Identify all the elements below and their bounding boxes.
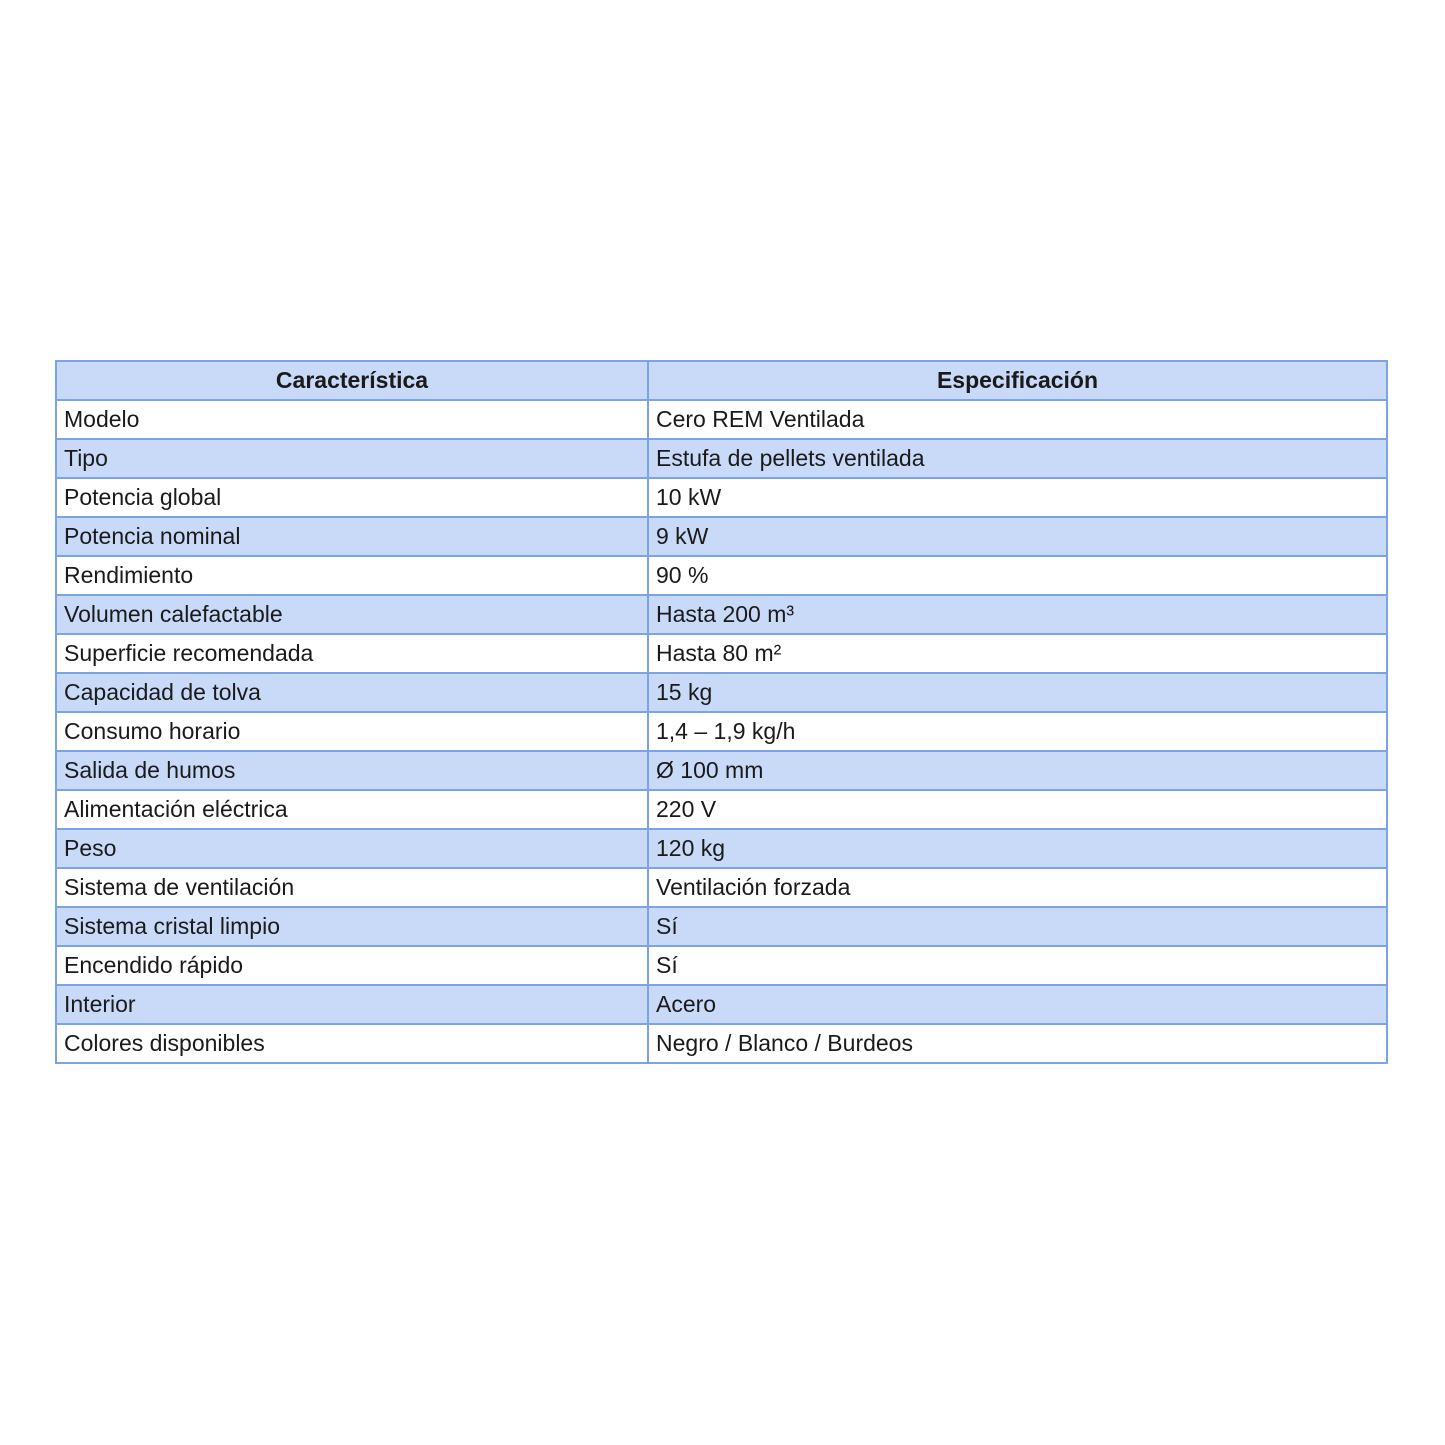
feature-cell: Salida de humos xyxy=(56,751,648,790)
value-cell: Acero xyxy=(648,985,1387,1024)
table-row xyxy=(56,1024,1387,1063)
feature-cell: Capacidad de tolva xyxy=(56,673,648,712)
value-cell: 120 kg xyxy=(648,829,1387,868)
feature-cell: Interior xyxy=(56,985,648,1024)
table-row xyxy=(56,517,1387,556)
feature-cell: Tipo xyxy=(56,439,648,478)
feature-cell: Alimentación eléctrica xyxy=(56,790,648,829)
value-cell: Hasta 80 m² xyxy=(648,634,1387,673)
value-cell: 1,4 – 1,9 kg/h xyxy=(648,712,1387,751)
table-row xyxy=(56,907,1387,946)
value-cell: 10 kW xyxy=(648,478,1387,517)
value-cell: Hasta 200 m³ xyxy=(648,595,1387,634)
value-cell: 220 V xyxy=(648,790,1387,829)
value-cell: Ø 100 mm xyxy=(648,751,1387,790)
table-row xyxy=(56,751,1387,790)
feature-cell: Sistema cristal limpio xyxy=(56,907,648,946)
table-row xyxy=(56,946,1387,985)
feature-cell: Colores disponibles xyxy=(56,1024,648,1063)
feature-cell: Volumen calefactable xyxy=(56,595,648,634)
feature-cell: Potencia global xyxy=(56,478,648,517)
value-cell: Sí xyxy=(648,946,1387,985)
value-cell: 90 % xyxy=(648,556,1387,595)
feature-cell: Rendimiento xyxy=(56,556,648,595)
table-row xyxy=(56,400,1387,439)
feature-cell: Sistema de ventilación xyxy=(56,868,648,907)
table-row xyxy=(56,868,1387,907)
feature-cell: Consumo horario xyxy=(56,712,648,751)
value-cell: Cero REM Ventilada xyxy=(648,400,1387,439)
table-row xyxy=(56,790,1387,829)
table-header xyxy=(56,361,1387,400)
feature-cell: Encendido rápido xyxy=(56,946,648,985)
header-row xyxy=(56,361,1387,400)
value-cell: Ventilación forzada xyxy=(648,868,1387,907)
value-cell: 15 kg xyxy=(648,673,1387,712)
feature-cell: Potencia nominal xyxy=(56,517,648,556)
table-row xyxy=(56,556,1387,595)
header-especificacion: Especificación xyxy=(648,361,1387,400)
spec-table-container xyxy=(55,360,1386,1064)
table-row xyxy=(56,985,1387,1024)
table-row xyxy=(56,478,1387,517)
header-caracteristica: Característica xyxy=(56,361,648,400)
value-cell: Sí xyxy=(648,907,1387,946)
table-row xyxy=(56,634,1387,673)
spec-table xyxy=(55,360,1388,1064)
feature-cell: Superficie recomendada xyxy=(56,634,648,673)
table-row xyxy=(56,712,1387,751)
value-cell: Estufa de pellets ventilada xyxy=(648,439,1387,478)
value-cell: 9 kW xyxy=(648,517,1387,556)
feature-cell: Peso xyxy=(56,829,648,868)
table-row xyxy=(56,595,1387,634)
feature-cell: Modelo xyxy=(56,400,648,439)
table-row xyxy=(56,439,1387,478)
table-row xyxy=(56,829,1387,868)
value-cell: Negro / Blanco / Burdeos xyxy=(648,1024,1387,1063)
table-row xyxy=(56,673,1387,712)
table-body xyxy=(56,400,1387,1063)
